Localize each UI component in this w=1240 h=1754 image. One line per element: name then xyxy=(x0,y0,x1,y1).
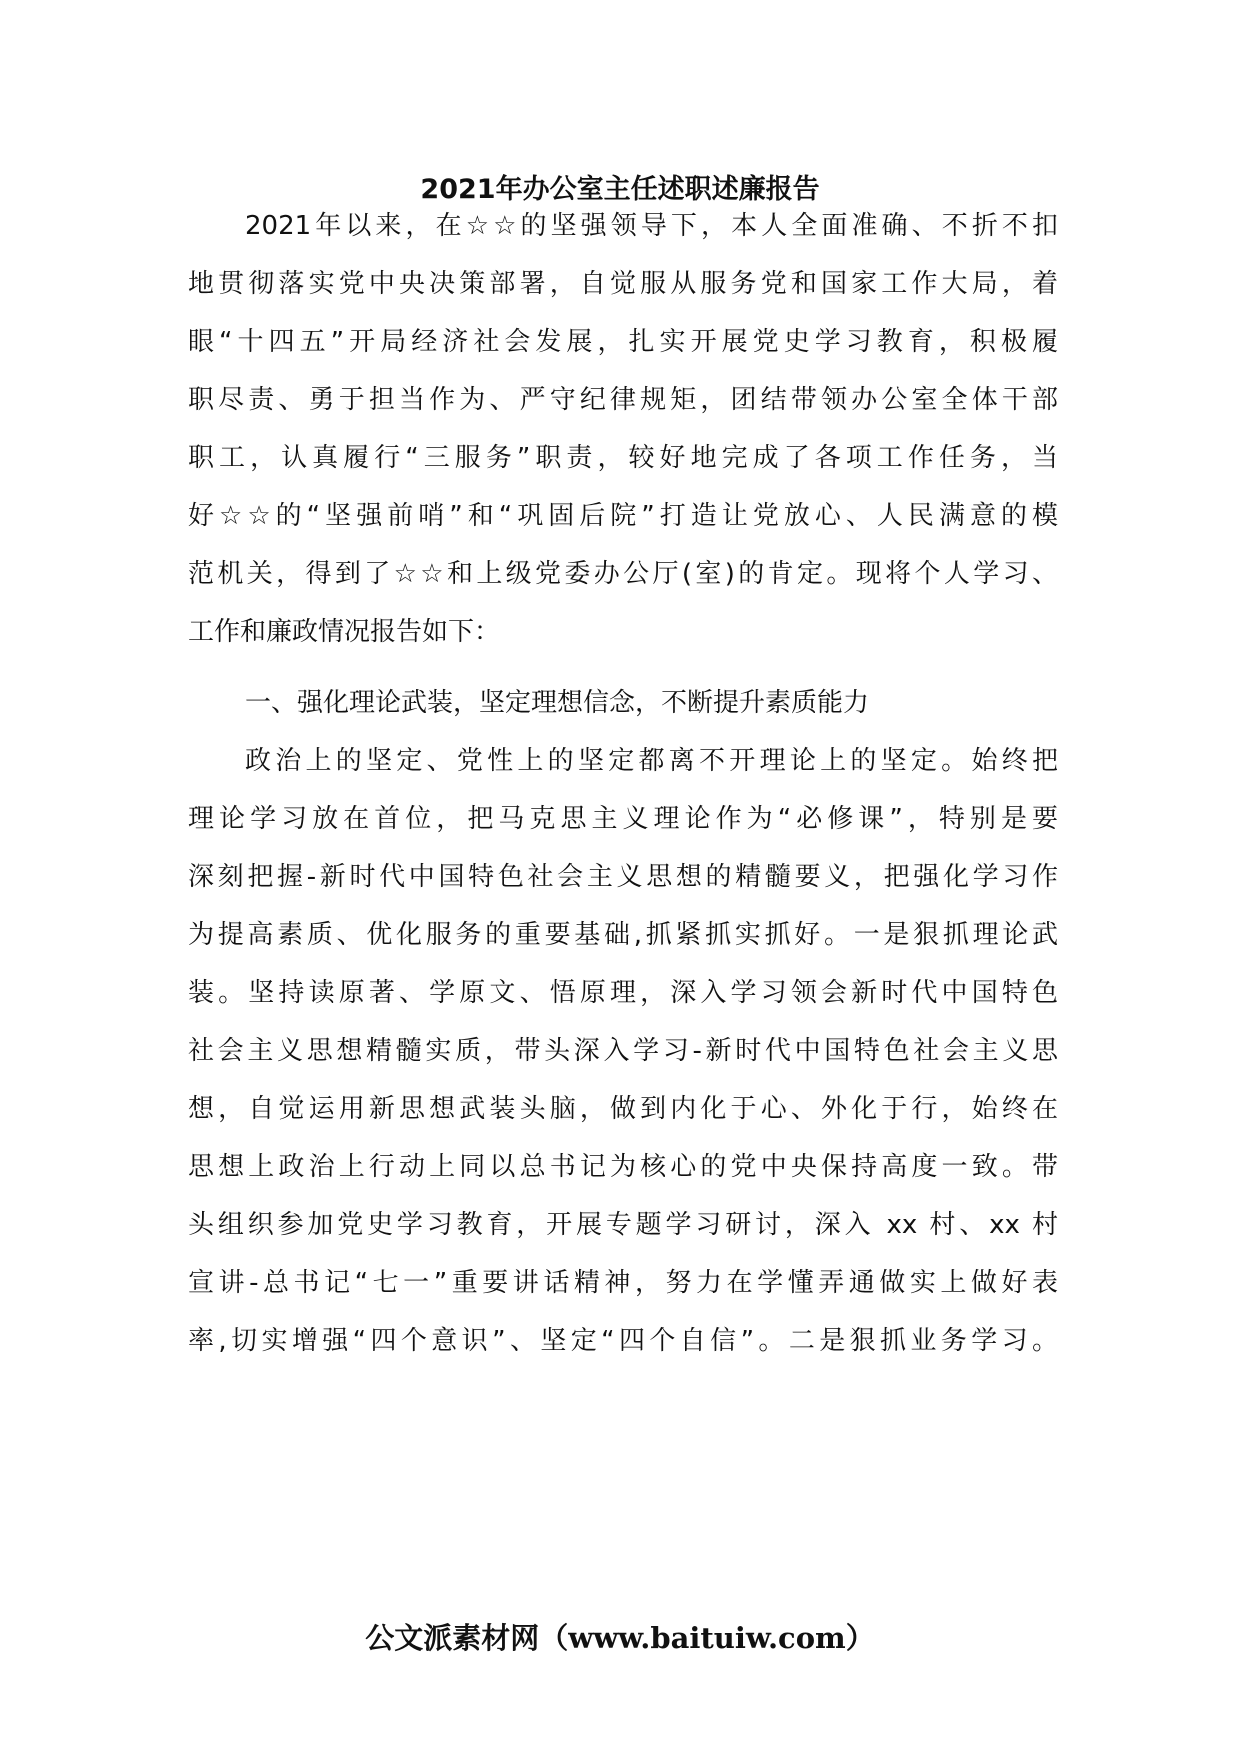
document-title: 2021年办公室主任述职述廉报告 xyxy=(420,174,820,205)
paragraph-line: 深刻把握-新时代中国特色社会主义思想的精髓要义，把强化学习作 xyxy=(188,862,1058,892)
paragraph-line: 宣讲-总书记“七一”重要讲话精神，努力在学懂弄通做实上做好表 xyxy=(188,1268,1058,1298)
paragraph-line: 思想上政治上行动上同以总书记为核心的党中央保持高度一致。带 xyxy=(188,1152,1058,1182)
paragraph-line: 2021年以来，在☆☆的坚强领导下，本人全面准确、不折不扣 xyxy=(245,211,1058,241)
paragraph-line: 地贯彻落实党中央决策部署，自觉服从服务党和国家工作大局，着 xyxy=(188,269,1058,299)
paragraph-line: 好☆☆的“坚强前哨”和“巩固后院”打造让党放心、人民满意的模 xyxy=(188,501,1058,531)
paragraph-line: 职工，认真履行“三服务”职责，较好地完成了各项工作任务，当 xyxy=(188,443,1058,473)
paragraph-line: 工作和廉政情况报告如下： xyxy=(188,617,501,647)
paragraph-line: 政治上的坚定、党性上的坚定都离不开理论上的坚定。始终把 xyxy=(245,746,1058,776)
paragraph-line: 理论学习放在首位，把马克思主义理论作为“必修课”，特别是要 xyxy=(188,804,1058,834)
paragraph-line: 率,切实增强“四个意识”、坚定“四个自信”。二是狠抓业务学习。 xyxy=(188,1326,1058,1356)
paragraph-line: 想，自觉运用新思想武装头脑，做到内化于心、外化于行，始终在 xyxy=(188,1094,1058,1124)
section-heading: 一、强化理论武装，坚定理想信念，不断提升素质能力 xyxy=(245,688,870,718)
paragraph-line: 眼“十四五”开局经济社会发展，扎实开展党史学习教育，积极履 xyxy=(188,327,1058,357)
paragraph-line: 社会主义思想精髓实质，带头深入学习-新时代中国特色社会主义思 xyxy=(188,1036,1058,1066)
paragraph-line: 职尽责、勇于担当作为、严守纪律规矩，团结带领办公室全体干部 xyxy=(188,385,1058,415)
paragraph-line: 头组织参加党史学习教育，开展专题学习研讨，深入 xx 村、xx 村 xyxy=(188,1210,1058,1240)
footer-watermark: 公文派素材网（www.baituiw.com） xyxy=(365,1621,875,1655)
paragraph-line: 装。坚持读原著、学原文、悟原理，深入学习领会新时代中国特色 xyxy=(188,978,1058,1008)
paragraph-line: 为提高素质、优化服务的重要基础,抓紧抓实抓好。一是狠抓理论武 xyxy=(188,920,1058,950)
paragraph-line: 范机关，得到了☆☆和上级党委办公厅(室)的肯定。现将个人学习、 xyxy=(188,559,1058,589)
